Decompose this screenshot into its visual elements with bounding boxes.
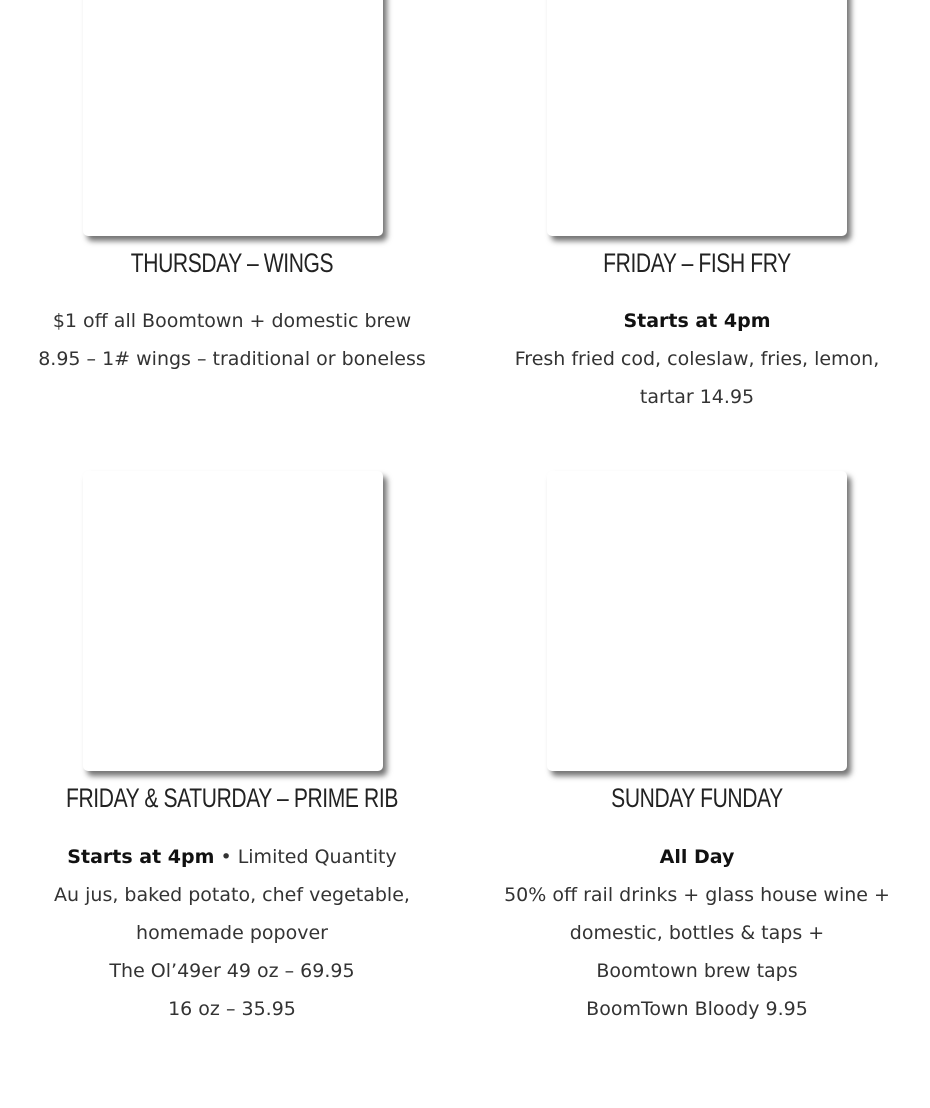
special-description <box>0 302 464 378</box>
description-line: Boomtown brew taps <box>596 960 798 982</box>
description-line: 16 oz – 35.95 <box>168 998 296 1020</box>
special-title: THURSDAY – WINGS <box>130 248 334 278</box>
special-card-sunday-funday <box>465 471 929 1071</box>
special-note: • Limited Quantity <box>214 846 397 868</box>
description-line: 8.95 – 1# wings – traditional or boneless <box>38 348 426 370</box>
description-line: domestic, bottles & taps + <box>569 922 825 944</box>
special-time: Starts at 4pm <box>67 846 215 868</box>
special-description <box>0 838 464 1028</box>
description-line: 50% off rail drinks + glass house wine + <box>504 884 890 906</box>
description-line: Au jus, baked potato, chef vegetable, <box>54 884 410 906</box>
special-photo <box>83 471 383 771</box>
description-line: tartar 14.95 <box>639 386 755 408</box>
special-photo <box>547 0 847 236</box>
special-card-thursday <box>0 0 464 440</box>
description-line: Fresh fried cod, coleslaw, fries, lemon, <box>514 348 880 370</box>
special-time: Starts at 4pm <box>623 310 771 332</box>
special-photo <box>547 471 847 771</box>
special-description <box>465 302 929 416</box>
special-description <box>465 838 929 1028</box>
description-line: BoomTown Bloody 9.95 <box>586 998 808 1020</box>
special-photo <box>83 0 383 236</box>
description-line: homemade popover <box>136 922 328 944</box>
special-card-friday-fish-fry <box>465 0 929 440</box>
description-line: The Ol’49er 49 oz – 69.95 <box>109 960 355 982</box>
description-line: $1 off all Boomtown + domestic brew <box>52 310 412 332</box>
special-time: All Day <box>659 846 735 868</box>
special-title: FRIDAY & SATURDAY – PRIME RIB <box>66 783 398 813</box>
special-title: FRIDAY – FISH FRY <box>603 248 791 278</box>
special-card-prime-rib <box>0 471 464 1071</box>
special-title: SUNDAY FUNDAY <box>611 783 783 813</box>
